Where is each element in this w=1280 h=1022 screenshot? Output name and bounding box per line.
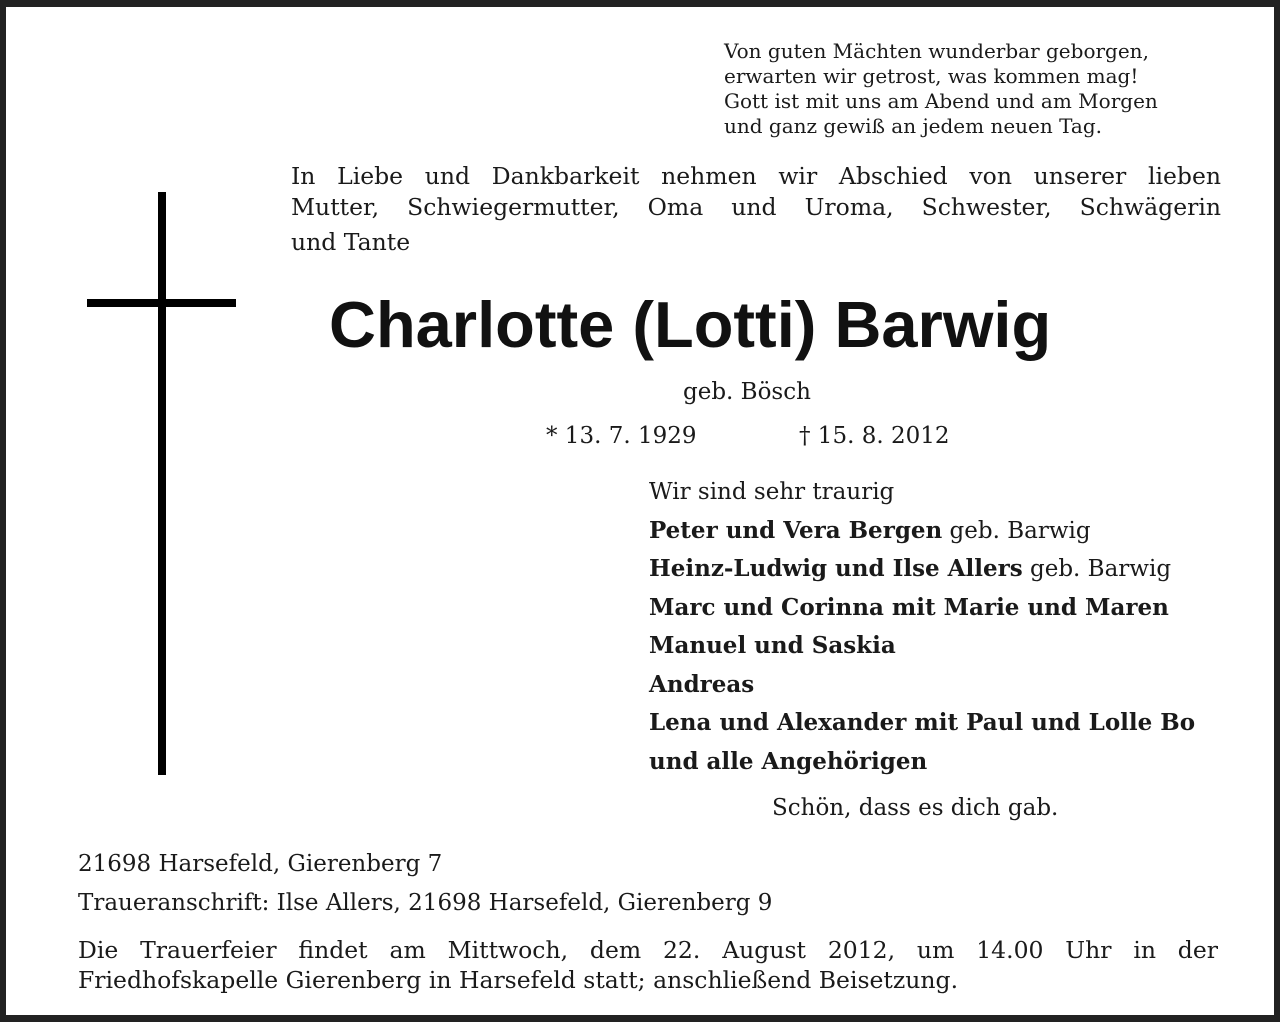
mourner-names: Marc und Corinna mit Marie und Maren (649, 593, 1169, 621)
mourner-row (649, 704, 1195, 743)
mourner-names: Peter und Vera Bergen (649, 516, 943, 544)
poem-line: Von guten Mächten wunderbar geborgen, (724, 39, 1149, 63)
mourner-row (649, 550, 1195, 589)
mourning-address: Traueranschrift: Ilse Allers, 21698 Harsefeld, Gierenberg 9 (78, 890, 773, 916)
service-notice (78, 935, 1218, 995)
mourner-names: und alle Angehörigen (649, 747, 928, 775)
mourner-suffix: geb. Barwig (942, 517, 1091, 544)
closing-line: Schön, dass es dich gab. (772, 795, 1059, 821)
birth-date: * 13. 7. 1929 (546, 423, 697, 449)
mourner-names: Heinz-Ludwig und Ilse Allers (649, 555, 1023, 582)
mourner-names: Lena und Alexander mit Paul und Lolle Bo (649, 709, 1196, 736)
mourner-names: Manuel und Saskia (649, 632, 896, 659)
cross-vertical-bar (158, 192, 166, 775)
deceased-name: Charlotte (Lotti) Barwig (329, 288, 1052, 361)
service-line: Die Trauerfeier findet am Mittwoch, dem 22. August 2012, um 14.00 Uhr in der (78, 936, 1218, 964)
maiden-name: geb. Bösch (683, 379, 811, 405)
intro-line: In Liebe und Dankbarkeit nehmen wir Abschied von unserer lieben (291, 162, 1221, 190)
mourner-suffix: geb. Barwig (1022, 556, 1172, 582)
mourner-names: Andreas (649, 670, 755, 698)
poem-line: und ganz gewiß an jedem neuen Tag. (724, 114, 1102, 138)
poem (724, 39, 1158, 139)
cross-horizontal-bar (87, 299, 236, 307)
death-date: † 15. 8. 2012 (799, 423, 950, 449)
intro-line: und Tante (291, 228, 411, 256)
mourner-row (649, 666, 1195, 705)
intro-text (291, 161, 1221, 258)
mourners-list (649, 473, 1195, 781)
intro-line: Mutter, Schwiegermutter, Oma und Uroma, Schwester, Schwägerin (291, 193, 1221, 221)
mourner-row (649, 589, 1195, 628)
poem-line: Gott ist mit uns am Abend und am Morgen (724, 89, 1158, 113)
mourner-row (649, 512, 1195, 551)
poem-line: erwarten wir getrost, was kommen mag! (724, 64, 1139, 88)
mourners-heading: Wir sind sehr traurig (649, 479, 895, 505)
service-line: Friedhofskapelle Gierenberg in Harsefeld statt; anschließend Beisetzung. (78, 966, 959, 994)
home-address: 21698 Harsefeld, Gierenberg 7 (78, 851, 443, 877)
mourner-row (649, 627, 1195, 666)
mourner-row (649, 743, 1195, 782)
